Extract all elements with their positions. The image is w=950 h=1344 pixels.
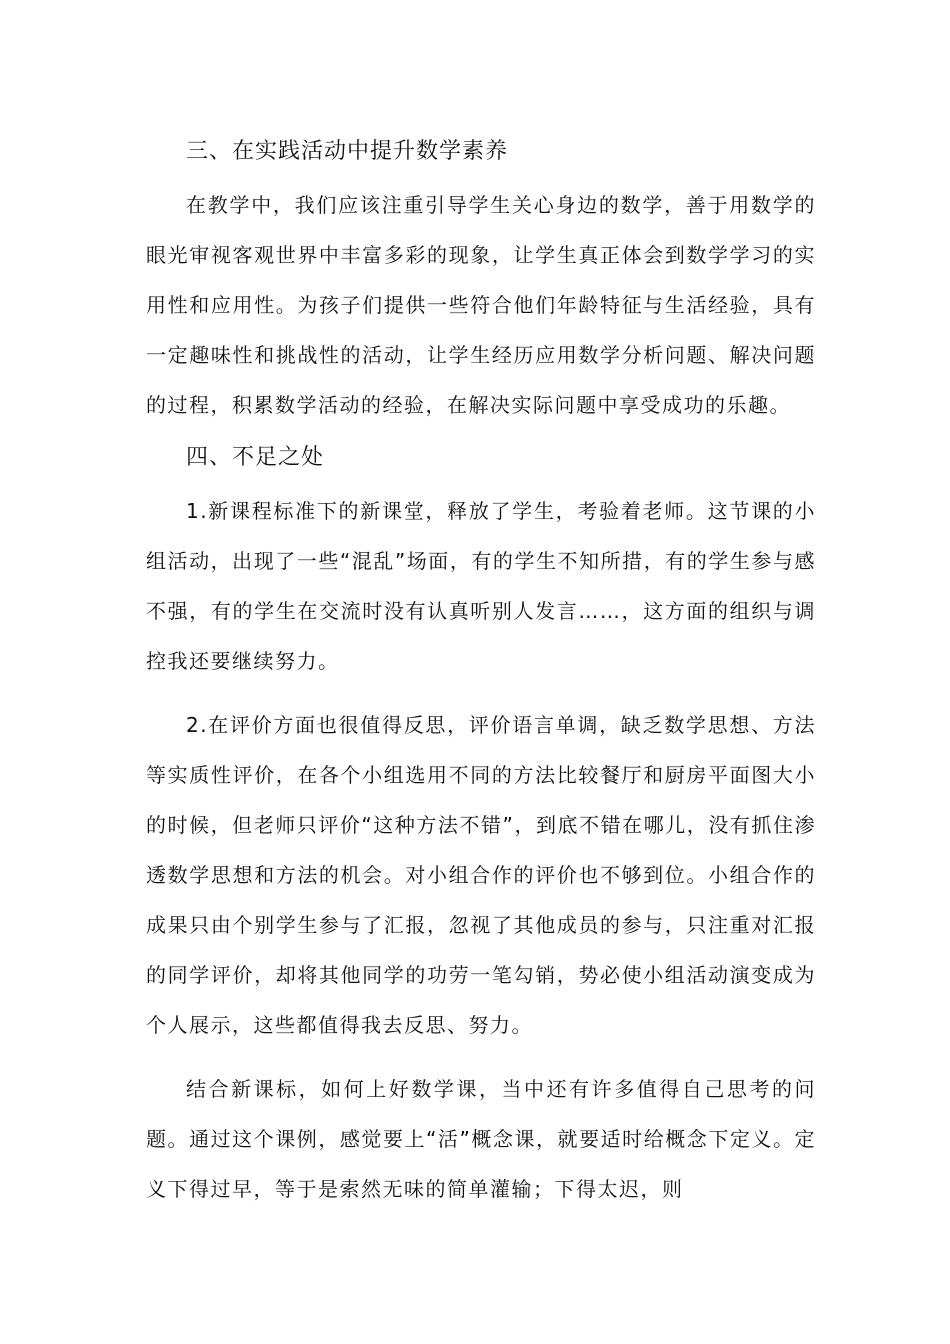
section-3-heading: 三、在实践活动中提升数学素养	[186, 139, 509, 164]
section-4-item-1: 1.新课程标准下的新课堂，释放了学生，考验着老师。这节课的小组活动，出现了一些“混乱”场面，有的学生不知所措，有的学生参与感不强，有的学生在交流时没有认真听别人发言……，这方面的组织与调控我还要继续努力。	[146, 499, 816, 673]
section-4-heading: 四、不足之处	[186, 445, 325, 470]
section-4-item-2: 2.在评价方面也很值得反思，评价语言单调，缺乏数学思想、方法等实质性评价，在各个小组选用不同的方法比较餐厅和厨房平面图大小的时候，但老师只评价“这种方法不错”，到底不错在哪儿，没有抓住渗透数学思想和方法的机会。对小组合作的评价也不够到位。小组合作的成果只由个别学生参与了汇报，忽视了其他成员的参与，只注重对汇报的同学评价，却将其他同学的功劳一笔勾销，势必使小组活动演变成为个人展示，这些都值得我去反思、努力。	[146, 713, 816, 1037]
closing-paragraph: 结合新课标，如何上好数学课，当中还有许多值得自己思考的问题。通过这个课例，感觉要上“活”概念课，就要适时给概念下定义。定义下得过早，等于是索然无味的简单灌输；下得太迟，则	[146, 1077, 816, 1201]
document-body	[146, 130, 816, 1214]
section-3-paragraph: 在教学中，我们应该注重引导学生关心身边的数学，善于用数学的眼光审视客观世界中丰富多彩的现象，让学生真正体会到数学学习的实用性和应用性。为孩子们提供一些符合他们年龄特征与生活经验，具有一定趣味性和挑战性的活动，让学生经历应用数学分析问题、解决问题的过程，积累数学活动的经验，在解决实际问题中享受成功的乐趣。	[146, 193, 816, 417]
